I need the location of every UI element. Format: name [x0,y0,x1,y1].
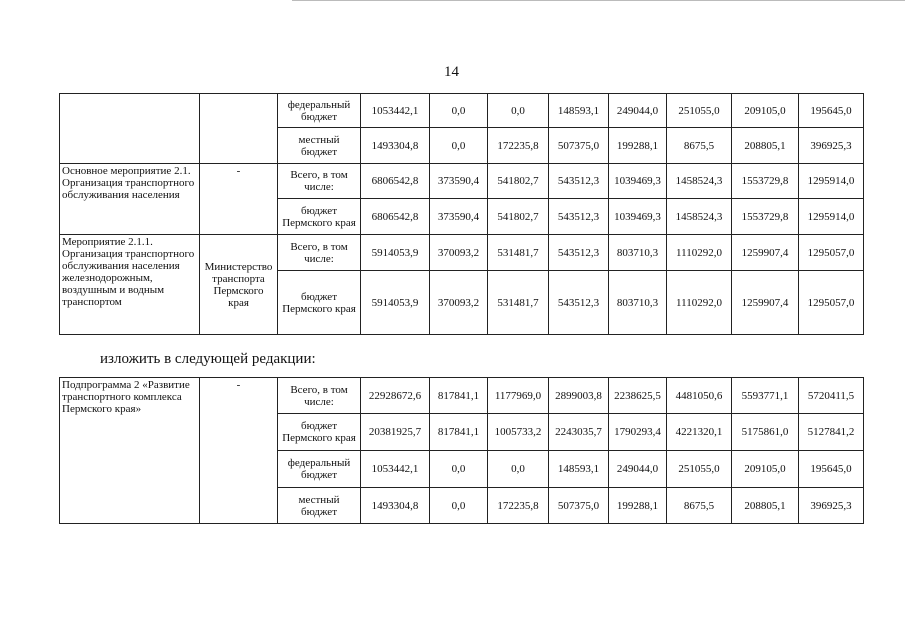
value-year-3: 2243035,7 [549,414,609,451]
value-year-2: 1005733,2 [488,414,549,451]
table-row [60,164,864,199]
value-year-6: 209105,0 [732,451,799,488]
value-year-4: 249044,0 [609,451,667,488]
value-year-2: 0,0 [488,94,549,128]
value-total: 1493304,8 [361,488,430,524]
value-year-5: 1110292,0 [667,271,732,335]
value-year-4: 249044,0 [609,94,667,128]
value-year-5: 1110292,0 [667,235,732,271]
value-year-7: 1295057,0 [799,235,864,271]
value-year-2: 531481,7 [488,235,549,271]
value-year-4: 199288,1 [609,128,667,164]
value-year-7: 195645,0 [799,451,864,488]
value-year-3: 148593,1 [549,94,609,128]
value-year-7: 1295057,0 [799,271,864,335]
program-name-cell: Подпрограмма 2 «Развитие транспортного комплекса Пермского края» [60,378,200,524]
funding-source-cell: федеральный бюджет [278,451,361,488]
table-after [59,377,864,524]
value-year-7: 5720411,5 [799,378,864,414]
funding-source-cell: Всего, в том числе: [278,164,361,199]
value-year-6: 208805,1 [732,488,799,524]
value-year-6: 208805,1 [732,128,799,164]
value-year-4: 1039469,3 [609,199,667,235]
value-year-7: 195645,0 [799,94,864,128]
funding-source-cell: федеральный бюджет [278,94,361,128]
value-year-4: 1790293,4 [609,414,667,451]
value-year-5: 251055,0 [667,94,732,128]
amendment-caption: изложить в следующей редакции: [100,351,316,367]
value-year-4: 199288,1 [609,488,667,524]
value-total: 22928672,6 [361,378,430,414]
value-total: 1493304,8 [361,128,430,164]
value-year-5: 1458524,3 [667,164,732,199]
value-year-3: 543512,3 [549,271,609,335]
value-year-6: 1553729,8 [732,164,799,199]
value-year-5: 4221320,1 [667,414,732,451]
value-year-6: 209105,0 [732,94,799,128]
value-year-5: 4481050,6 [667,378,732,414]
value-year-5: 8675,5 [667,488,732,524]
value-year-2: 0,0 [488,451,549,488]
funding-source-cell: Всего, в том числе: [278,378,361,414]
executor-cell: - [200,378,278,524]
value-year-1: 817841,1 [430,414,488,451]
value-total: 5914053,9 [361,235,430,271]
value-year-1: 0,0 [430,128,488,164]
value-year-7: 396925,3 [799,488,864,524]
value-year-3: 543512,3 [549,164,609,199]
executor-cell: Министерство транспорта Пермского края [200,235,278,335]
value-year-6: 5175861,0 [732,414,799,451]
value-year-3: 148593,1 [549,451,609,488]
value-year-2: 531481,7 [488,271,549,335]
value-year-5: 251055,0 [667,451,732,488]
table-row [60,378,864,414]
funding-source-cell: местный бюджет [278,128,361,164]
value-year-3: 2899003,8 [549,378,609,414]
value-year-3: 507375,0 [549,128,609,164]
funding-source-cell: бюджет Пермского края [278,414,361,451]
value-year-1: 370093,2 [430,271,488,335]
value-year-7: 1295914,0 [799,164,864,199]
value-year-3: 507375,0 [549,488,609,524]
value-year-6: 1259907,4 [732,235,799,271]
value-year-2: 541802,7 [488,199,549,235]
program-name-cell: Основное мероприятие 2.1. Организация транспортного обслуживания населения [60,164,200,235]
program-name-cell [60,94,200,164]
table-row [60,94,864,128]
value-year-4: 803710,3 [609,271,667,335]
value-total: 5914053,9 [361,271,430,335]
table-before [59,93,864,335]
value-year-2: 1177969,0 [488,378,549,414]
value-year-3: 543512,3 [549,199,609,235]
program-name-cell: Мероприятие 2.1.1. Организация транспортного обслуживания населения железнодорожным, воздушным и водным транспортом [60,235,200,335]
value-year-1: 370093,2 [430,235,488,271]
value-year-4: 2238625,5 [609,378,667,414]
value-year-3: 543512,3 [549,235,609,271]
value-year-2: 172235,8 [488,128,549,164]
value-year-5: 8675,5 [667,128,732,164]
value-year-1: 0,0 [430,451,488,488]
value-year-1: 373590,4 [430,164,488,199]
value-total: 6806542,8 [361,164,430,199]
value-year-6: 1259907,4 [732,271,799,335]
value-year-1: 373590,4 [430,199,488,235]
funding-source-cell: Всего, в том числе: [278,235,361,271]
value-year-6: 5593771,1 [732,378,799,414]
value-year-4: 803710,3 [609,235,667,271]
value-year-5: 1458524,3 [667,199,732,235]
value-year-2: 541802,7 [488,164,549,199]
funding-source-cell: бюджет Пермского края [278,199,361,235]
value-total: 6806542,8 [361,199,430,235]
value-year-2: 172235,8 [488,488,549,524]
value-year-1: 817841,1 [430,378,488,414]
executor-cell: - [200,164,278,235]
value-year-1: 0,0 [430,94,488,128]
table-row [60,235,864,271]
value-year-4: 1039469,3 [609,164,667,199]
value-total: 1053442,1 [361,451,430,488]
value-total: 1053442,1 [361,94,430,128]
value-year-7: 5127841,2 [799,414,864,451]
value-year-6: 1553729,8 [732,199,799,235]
funding-source-cell: местный бюджет [278,488,361,524]
funding-source-cell: бюджет Пермского края [278,271,361,335]
value-total: 20381925,7 [361,414,430,451]
page-number: 14 [444,64,459,80]
executor-cell [200,94,278,164]
page-top-rule [292,0,905,1]
value-year-1: 0,0 [430,488,488,524]
value-year-7: 396925,3 [799,128,864,164]
value-year-7: 1295914,0 [799,199,864,235]
